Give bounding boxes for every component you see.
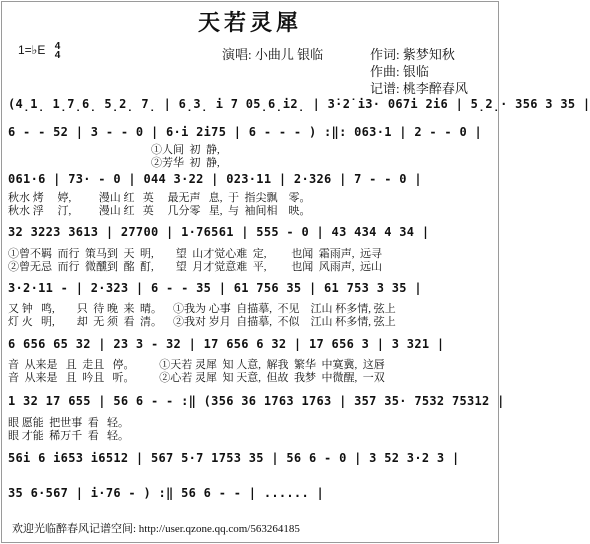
song-title: 天若灵犀 — [197, 10, 302, 35]
lyric-line-7b: 眼 才能 稀万千 看 轻。 — [8, 430, 129, 442]
singers: 演唱: 小曲儿 银临 — [222, 47, 324, 62]
composer: 作曲: 银临 — [370, 64, 429, 79]
lyricist: 作词: 紫梦知秋 — [370, 47, 455, 62]
lyric-line-4a: ①曾不羁 而行 策马到 天 明, 望 山才觉心难 定, 也闻 霜雨声, 远寻 — [8, 248, 382, 260]
score-line-7: 1 32 17 655 | 56 6 - - :‖ (356 36 1763 1763 | 357 35· 7532 75312 | — [8, 394, 505, 408]
key-label: 1=♭E — [18, 43, 46, 58]
lyric-line-3b: 秋水 浮 汀, 漫山 红 英 几分零 星, 与 袖间相 映。 — [8, 205, 311, 217]
lyric-line-6b: 音 从来是 且 吟且 听。 ②心若 灵犀 知 天意, 但故 我梦 中微醒, 一双 — [8, 372, 385, 384]
lyric-line-2a: ①人间 初 静, — [8, 144, 220, 156]
score-line-6: 6 656 65 32 | 23 3 - 32 | 17 656 6 32 | 17 656 3 | 3 321 | — [8, 337, 445, 351]
score-line-1: (4̣1̣ 1̣7̣6̣ 5̣2̣ 7̣ | 6̣3̣ i 7 05̣6̣i2̣ | 3̇·2̇ i3· 067i 2i6 | 5̣2̣· 356 3 35 | — [8, 97, 590, 111]
score-line-2: 6 - - 52 | 3 - - 0 | 6·i 2i75 | 6 - - - ) :‖: 063·1 | 2 - - 0 | — [8, 125, 483, 139]
lyric-line-6a: 音 从来是 且 走且 停。 ①天若 灵犀 知 人意, 解我 繁华 中寞冀, 这唇 — [8, 359, 385, 371]
time-numerator: 4 — [54, 41, 61, 52]
score-line-4: 32 3223 3613 | 27700 | 1·76561 | 555 - 0 | 43 434 4 34 | — [8, 225, 430, 239]
score-line-8: 56i 6 i653 i6512 | 567 5·7 1753 35 | 56 6 - 0 | 3 52 3·2 3 | — [8, 451, 460, 465]
score-line-9: 35 6·567 | i·76 - ) :‖ 56 6 - - | ...... | — [8, 486, 325, 500]
score-line-5: 3·2·11 - | 2·323 | 6 - - 35 | 61 756 35 | 61 753 3 35 | — [8, 281, 422, 295]
transcriber: 记谱: 桃李醉春风 — [370, 81, 468, 96]
lyric-line-3a: 秋水 烤 婷, 漫山 红 英 最无声 息, 于 指尖飘 零。 — [8, 192, 311, 204]
key-signature — [18, 42, 60, 60]
score-line-3: 061·6 | 73· - 0 | 044 3·22 | 023·11 | 2·326 | 7 - - 0 | — [8, 172, 422, 186]
time-denominator: 4 — [54, 50, 61, 61]
lyric-line-5a: 又 钟 鸣, 只 待 晚 来 晴。 ①我为 心事 自描摹, 不见 江山 杯多情, 弦上 — [8, 303, 396, 315]
lyric-line-4b: ②曾无忌 而行 微醺到 酩 酊, 望 月才觉意难 平, 也闻 风雨声, 远山 — [8, 261, 382, 273]
lyric-line-5b: 灯 火 明, 却 无 须 看 清。 ②我对 岁月 自描摹, 不似 江山 杯多情, 弦上 — [8, 316, 396, 328]
footer-note: 欢迎光临醉春风记谱空间: http://user.qzone.qq.com/563264185 — [12, 523, 300, 535]
lyric-line-2b: ②芳华 初 静, — [8, 157, 220, 169]
lyric-line-7a: 眼 愿能 把世事 看 轻。 — [8, 417, 129, 429]
time-signature — [55, 42, 61, 60]
